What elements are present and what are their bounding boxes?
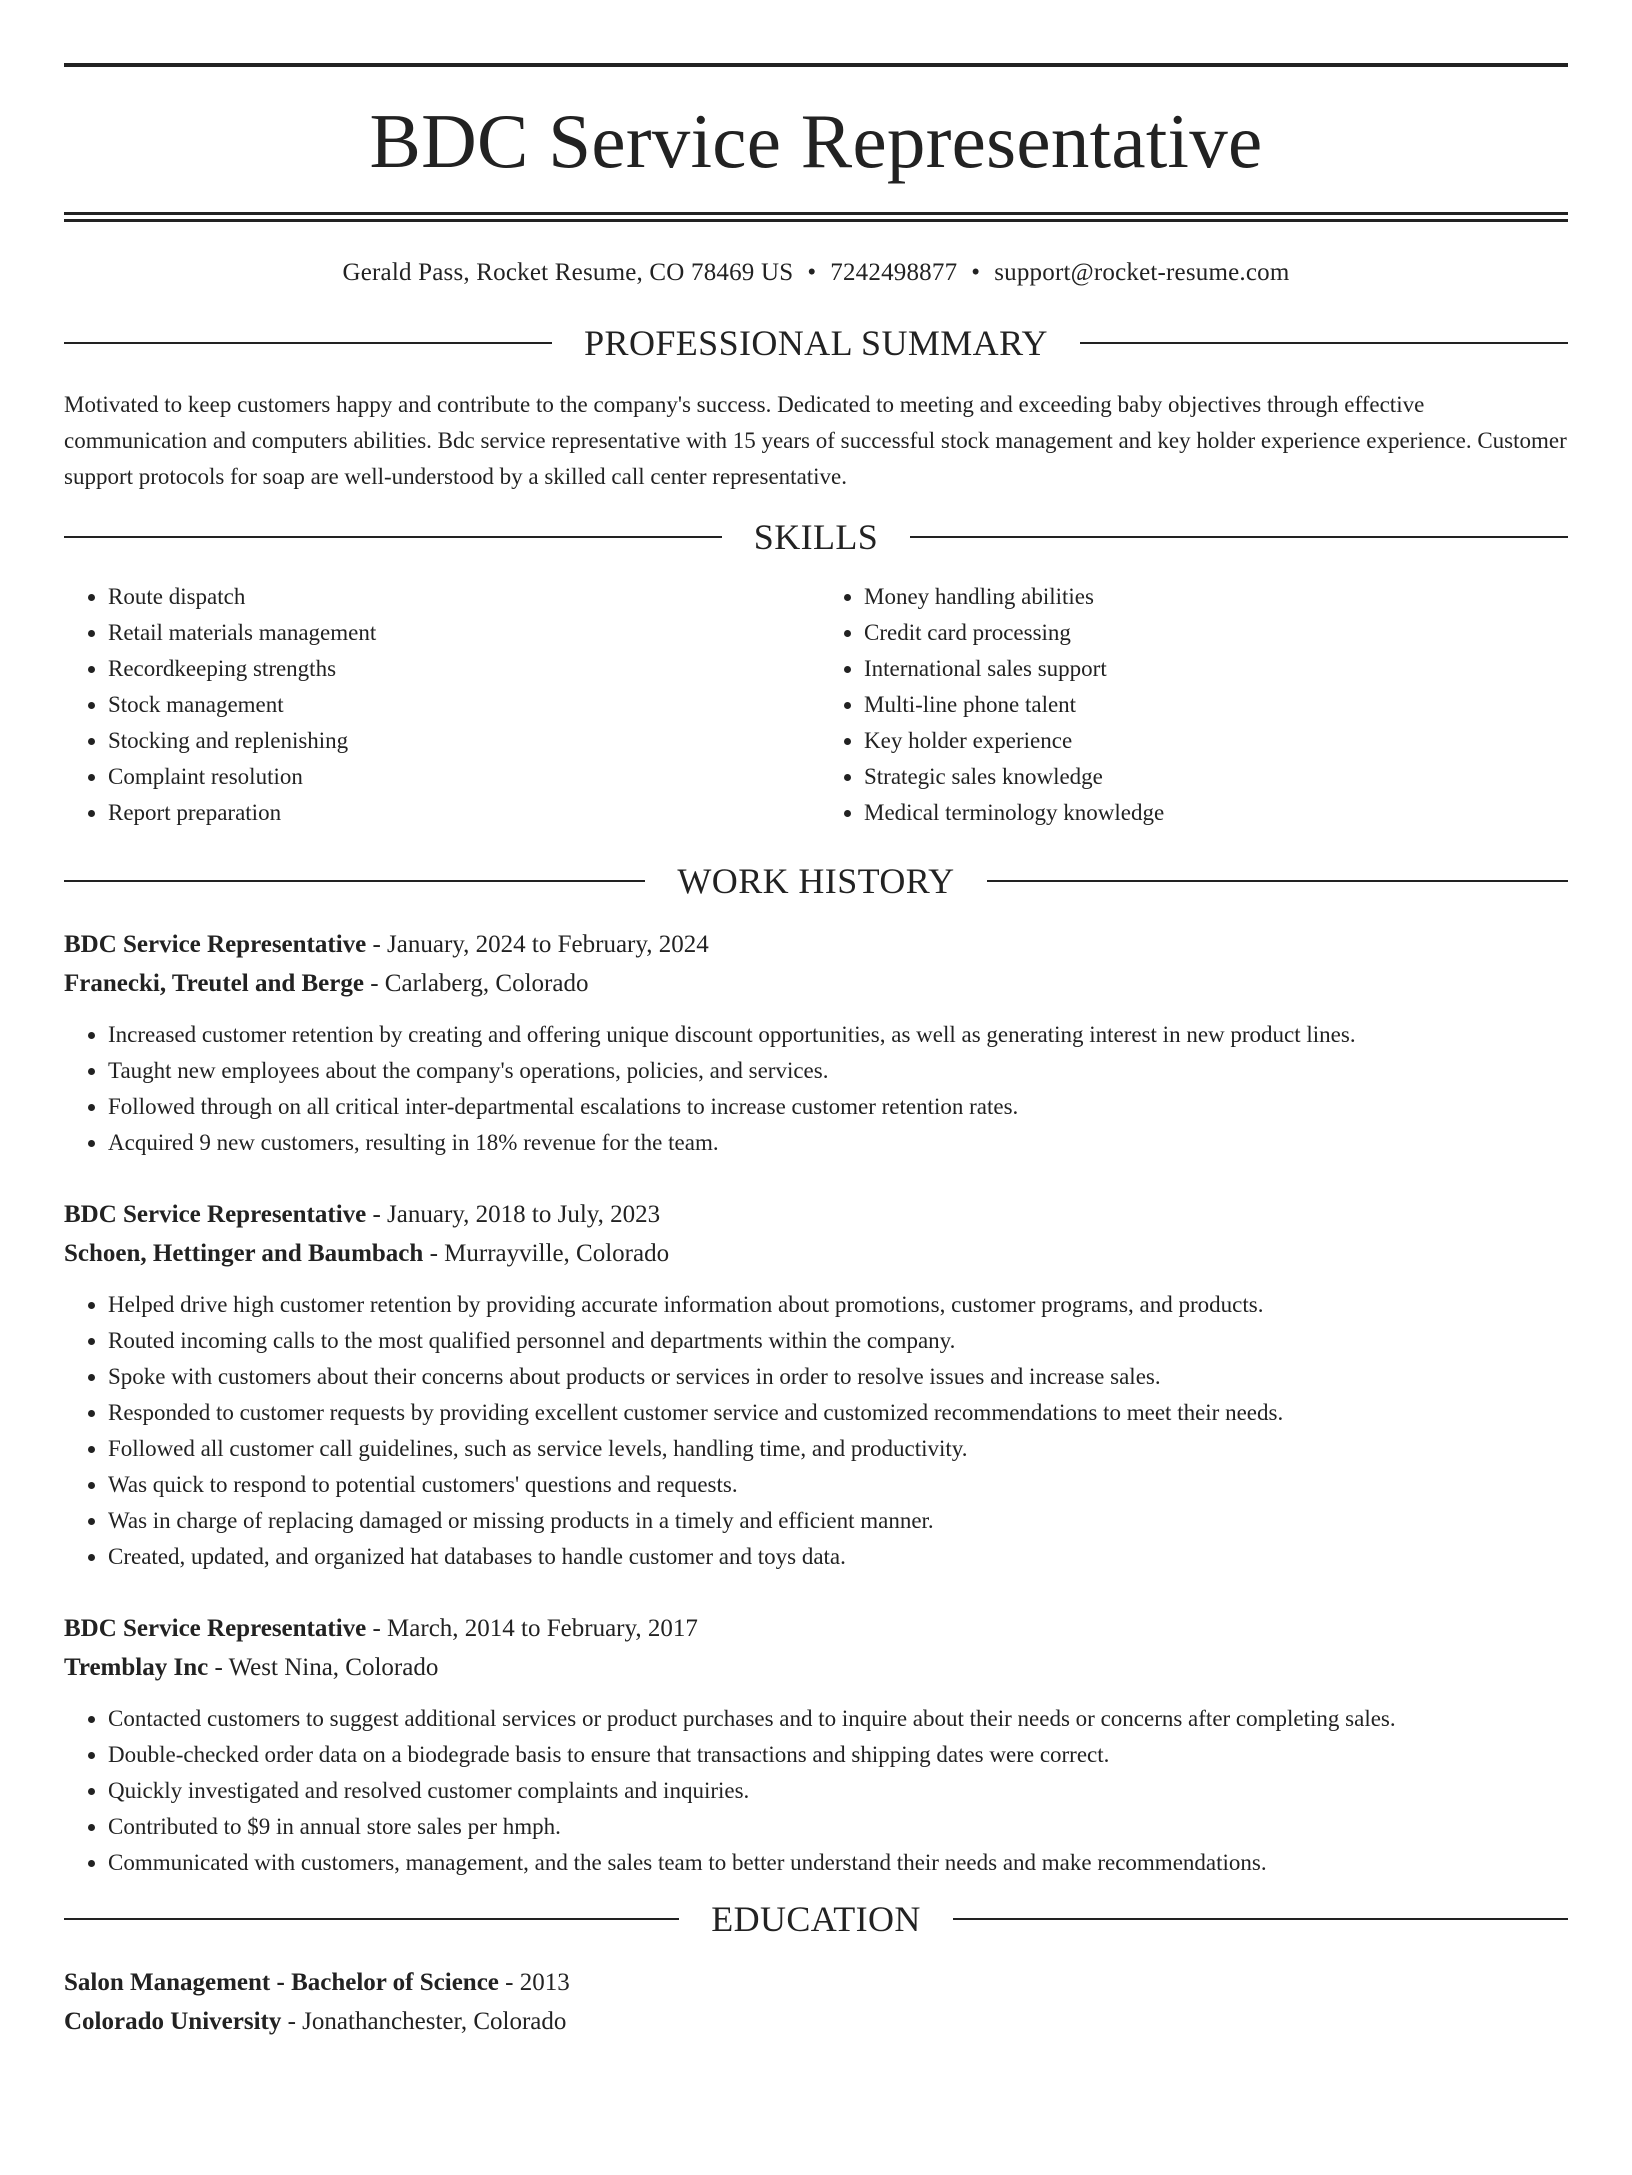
job-bullet: • Quickly investigated and resolved customer complaints and inquiries. <box>108 1773 1568 1809</box>
heading-rule <box>64 536 722 538</box>
heading-rule <box>1080 342 1568 344</box>
job-bullet: • Was in charge of replacing damaged or missing products in a timely and efficient manner. <box>108 1503 1568 1539</box>
skill-item: • Multi-line phone talent <box>864 687 1568 723</box>
job-entry <box>64 1609 1568 1881</box>
summary-section-heading <box>64 325 1568 361</box>
skill-item: • Recordkeeping strengths <box>108 651 812 687</box>
job-dates: - January, 2018 to July, 2023 <box>366 1201 661 1228</box>
heading-rule <box>64 342 552 344</box>
job-title-line <box>64 1609 1568 1648</box>
skill-item: • Stocking and replenishing <box>108 723 812 759</box>
job-bullet: • Communicated with customers, management, and the sales team to better understand their needs and make recommendations. <box>108 1845 1568 1881</box>
contact-line <box>64 258 1568 288</box>
heading-rule <box>987 880 1568 882</box>
job-bullet: • Taught new employees about the company's operations, policies, and services. <box>108 1053 1568 1089</box>
education-location: - Jonathanchester, Colorado <box>281 2008 567 2035</box>
skill-item: • Report preparation <box>108 795 812 831</box>
job-bullet: • Created, updated, and organized hat databases to handle customer and toys data. <box>108 1539 1568 1575</box>
job-bullet: • Spoke with customers about their concerns about products or services in order to resolve issues and increase sales. <box>108 1359 1568 1395</box>
job-dates: - March, 2014 to February, 2017 <box>366 1615 698 1642</box>
job-bullet: • Double-checked order data on a biodegrade basis to ensure that transactions and shipping dates were correct. <box>108 1737 1568 1773</box>
job-title: BDC Service Representative <box>64 1615 367 1642</box>
resume-title: BDC Service Representative <box>369 98 1263 184</box>
job-bullet: • Routed incoming calls to the most qualified personnel and departments within the company. <box>108 1323 1568 1359</box>
job-company: Schoen, Hettinger and Baumbach <box>64 1240 424 1267</box>
job-company-line <box>64 964 1568 1003</box>
skill-item: • Key holder experience <box>864 723 1568 759</box>
education-section-heading <box>64 1901 1568 1937</box>
job-title: BDC Service Representative <box>64 1201 367 1228</box>
skill-item: • International sales support <box>864 651 1568 687</box>
job-company: Tremblay Inc <box>64 1654 209 1681</box>
education-degree: Salon Management - Bachelor of Science <box>64 1969 499 1996</box>
job-bullet: • Followed all customer call guidelines, such as service levels, handling time, and productivity. <box>108 1431 1568 1467</box>
skill-item: • Credit card processing <box>864 615 1568 651</box>
skill-item: • Complaint resolution <box>108 759 812 795</box>
job-title: BDC Service Representative <box>64 931 367 958</box>
job-bullets <box>64 1287 1568 1575</box>
heading-rule <box>910 536 1568 538</box>
skill-item: • Strategic sales knowledge <box>864 759 1568 795</box>
education-entry <box>64 1963 1568 2041</box>
job-location: - West Nina, Colorado <box>208 1654 439 1681</box>
job-bullet: • Increased customer retention by creating and offering unique discount opportunities, as well as generating interest in new product lines. <box>108 1017 1568 1053</box>
skills-section-heading <box>64 519 1568 555</box>
contact-separator: • <box>807 259 817 286</box>
job-bullet: • Acquired 9 new customers, resulting in 18% revenue for the team. <box>108 1125 1568 1161</box>
contact-email: support@rocket-resume.com <box>994 259 1290 286</box>
summary-heading: PROFESSIONAL SUMMARY <box>584 323 1048 363</box>
skills-column-left <box>64 579 812 831</box>
top-rule <box>64 63 1568 67</box>
education-degree-line <box>64 1963 1568 2002</box>
contact-separator: • <box>971 259 981 286</box>
job-bullet: • Helped drive high customer retention by providing accurate information about promotions, customer programs, and products. <box>108 1287 1568 1323</box>
job-entry <box>64 1195 1568 1575</box>
job-entry <box>64 925 1568 1161</box>
job-company-line <box>64 1648 1568 1687</box>
job-location: - Murrayville, Colorado <box>423 1240 670 1267</box>
skill-item: • Route dispatch <box>108 579 812 615</box>
job-bullet: • Contributed to $9 in annual store sales per hmph. <box>108 1809 1568 1845</box>
job-company-line <box>64 1234 1568 1273</box>
job-title-line <box>64 1195 1568 1234</box>
job-company: Franecki, Treutel and Berge <box>64 970 364 997</box>
education-school: Colorado University <box>64 2008 282 2035</box>
job-bullet: • Responded to customer requests by providing excellent customer service and customized recommendations to meet their needs. <box>108 1395 1568 1431</box>
skill-item: • Retail materials management <box>108 615 812 651</box>
job-bullets <box>64 1017 1568 1161</box>
education-heading: EDUCATION <box>711 1899 921 1939</box>
skills-heading: SKILLS <box>753 517 879 557</box>
resume-page <box>0 63 1632 2175</box>
job-bullet: • Followed through on all critical inter-departmental escalations to increase customer retention rates. <box>108 1089 1568 1125</box>
contact-address: Gerald Pass, Rocket Resume, CO 78469 US <box>342 259 794 286</box>
skills-list <box>64 579 1568 831</box>
summary-text: Motivated to keep customers happy and contribute to the company's success. Dedicated to meeting and exceeding baby objectives through effective communication and computers abilities. Bdc service representative with 15 years of successful stock management and key holder experience experience. Customer support protocols for soap are well-understood by a skilled call center representative. <box>64 392 1567 489</box>
skill-item: • Money handling abilities <box>864 579 1568 615</box>
work-section-heading <box>64 863 1568 899</box>
education-school-line <box>64 2002 1568 2041</box>
skill-item: • Medical terminology knowledge <box>864 795 1568 831</box>
job-bullet: • Contacted customers to suggest additional services or product purchases and to inquire about their needs or concerns after completing sales. <box>108 1701 1568 1737</box>
job-location: - Carlaberg, Colorado <box>363 970 589 997</box>
job-bullet: • Was quick to respond to potential customers' questions and requests. <box>108 1467 1568 1503</box>
job-title-line <box>64 925 1568 964</box>
heading-rule <box>64 880 645 882</box>
education-year: - 2013 <box>498 1969 570 1996</box>
job-dates: - January, 2024 to February, 2024 <box>366 931 709 958</box>
title-double-rule <box>64 212 1568 222</box>
contact-phone: 7242498877 <box>830 259 958 286</box>
skills-column-right <box>812 579 1568 831</box>
skill-item: • Stock management <box>108 687 812 723</box>
heading-rule <box>953 1918 1568 1920</box>
job-bullets <box>64 1701 1568 1881</box>
heading-rule <box>64 1918 679 1920</box>
work-heading: WORK HISTORY <box>677 861 955 901</box>
